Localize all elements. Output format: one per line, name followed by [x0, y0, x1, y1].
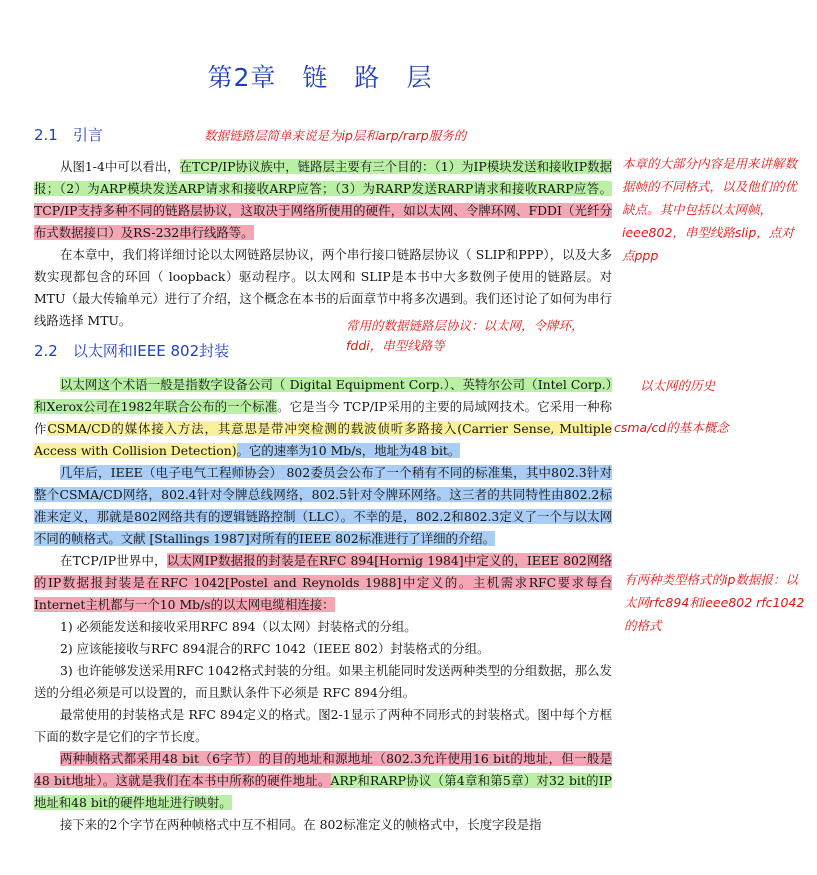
paragraph-ethernet-4: 最常使用的封装格式是 RFC 894定义的格式。图2-1显示了两种不同形式的封装格式。图中每个方框下面的数字是它们的字节长度。 — [34, 707, 612, 744]
list-item: 2) 应该能接收与RFC 894混合的RFC 1042（IEEE 802）封装格式的分组。 — [60, 641, 490, 656]
text-run: 。它是当今 TCP/IP采用的主要的局域网技术。它采用一种称作 — [34, 399, 612, 436]
paragraph-ethernet-3 — [34, 550, 612, 616]
annotation-ip-datagram-formats: 有两种类型格式的ip数据报：以太网rfc894和ieee802 rfc1042的格式 — [624, 572, 805, 633]
section-heading-intro: 2.1 引言 — [34, 126, 103, 144]
intro-body — [34, 156, 612, 332]
highlight-pink: 两种帧格式都采用48 bit（6字节）的目的地址和源地址（802.3允许使用16 bit的地址，但一般是48 bit地址）。这就是我们在本书中所称的硬件地址。 — [34, 751, 612, 788]
annotation-link-layer-purpose: 数据链路层简单来说是为ip层和arp/rarp服务的 — [204, 128, 467, 143]
paragraph-intro-2: 在本章中，我们将详细讨论以太网链路层协议，两个串行接口链路层协议（ SLIP和PPP），以及大多数实现都包含的环回（ loopback）驱动程序。以太网和 SLIP是本书中大多数例子使用的链路层。对 MTU（最大传输单元）进行了介绍，这个概念在本书的后面章节中将多次遇到。我们还讨论了如何为串行线路选择 MTU。 — [34, 247, 612, 328]
highlight-green: 以太网这个术语一般是指数字设备公司（ Digital Equipment Corp.）、英特尔公司（Intel Corp.）和Xerox公司在1982年联合公布的一个标准 — [34, 377, 612, 414]
paragraph-intro-1 — [34, 156, 612, 244]
paragraph-ethernet-2 — [34, 462, 612, 550]
paragraph-ethernet-5 — [34, 748, 612, 814]
text-run: 在TCP/IP世界中， — [60, 553, 167, 568]
annotation-chapter-overview: 本章的大部分内容是用来讲解数据帧的不同格式，以及他们的优缺点。其中包括以太网帧，ieee802，串型线路slip，点对点ppp — [622, 156, 798, 263]
annotation-common-protocols: 常用的数据链路层协议：以太网，令牌环，fddi，串型线路等 — [346, 318, 584, 353]
highlight-blue: 几年后，IEEE（电子电气工程师协会） 802委员会公布了一个稍有不同的标准集，其中802.3针对整个CSMA/CD网络，802.4针对令牌总线网络，802.5针对令牌环网络。这三者的共同特性由802.2标准来定义，那就是802网络共有的逻辑链路控制（LLC）。不幸的是，802.2和802.3定义了一个与以太网不同的帧格式。文献 [Stallings 1987]对所有的IEEE 802标准进行了详细的介绍。 — [34, 465, 612, 546]
highlight-yellow: CSMA/CD的媒体接入方法，其意思是带冲突检测的载波侦听多路接入(Carrier Sense, Multiple Access with Collision Detection) — [34, 421, 612, 458]
highlight-pink: 以太网IP数据报的封装是在RFC 894[Hornig 1984]中定义的，IEEE 802网络的IP数据报封装是在RFC 1042[Postel and Reynolds 1988]中定义的。主机需求RFC要求每台Internet主机都与一个10 Mb/s的以太网电缆相连接： — [34, 553, 612, 612]
highlight-blue: 。它的速率为10 Mb/s，地址为48 bit。 — [236, 443, 461, 458]
section-heading-ethernet: 2.2 以太网和IEEE 802封装 — [34, 342, 230, 360]
annotation-ethernet-history: 以太网的历史 — [640, 378, 716, 393]
list-item: 3) 也许能够发送采用RFC 1042格式封装的分组。如果主机能同时发送两种类型的分组数据，那么发送的分组必须是可以设置的，而且默认条件下必须是 RFC 894分组。 — [34, 663, 612, 700]
highlight-pink: TCP/IP支持多种不同的链路层协议，这取决于网络所使用的硬件，如以太网、令牌环网、FDDI（光纤分布式数据接口）及RS-232串行线路等。 — [34, 203, 612, 240]
paragraph-ethernet-1 — [34, 374, 612, 462]
list-item: 1) 必须能发送和接收采用RFC 894（以太网）封装格式的分组。 — [60, 619, 417, 634]
highlight-green: ARP和RARP协议（第4章和第5章）对32 bit的IP地址和48 bit的硬件地址进行映射。 — [34, 773, 612, 810]
paragraph-ethernet-6: 接下来的2个字节在两种帧格式中互不相同。在 802标准定义的帧格式中，长度字段是指 — [60, 817, 542, 832]
ethernet-body — [34, 374, 612, 836]
text-run: 从图1-4中可以看出， — [60, 159, 180, 174]
annotation-csma-cd: csma/cd的基本概念 — [614, 420, 729, 435]
chapter-title: 第2章 链 路 层 — [207, 63, 433, 92]
highlight-green: 在TCP/IP协议族中，链路层主要有三个目的：（1）为IP模块发送和接收IP数据报；（2）为ARP模块发送ARP请求和接收ARP应答；（3）为RARP发送RARP请求和接收RARP应答。 — [34, 159, 612, 196]
